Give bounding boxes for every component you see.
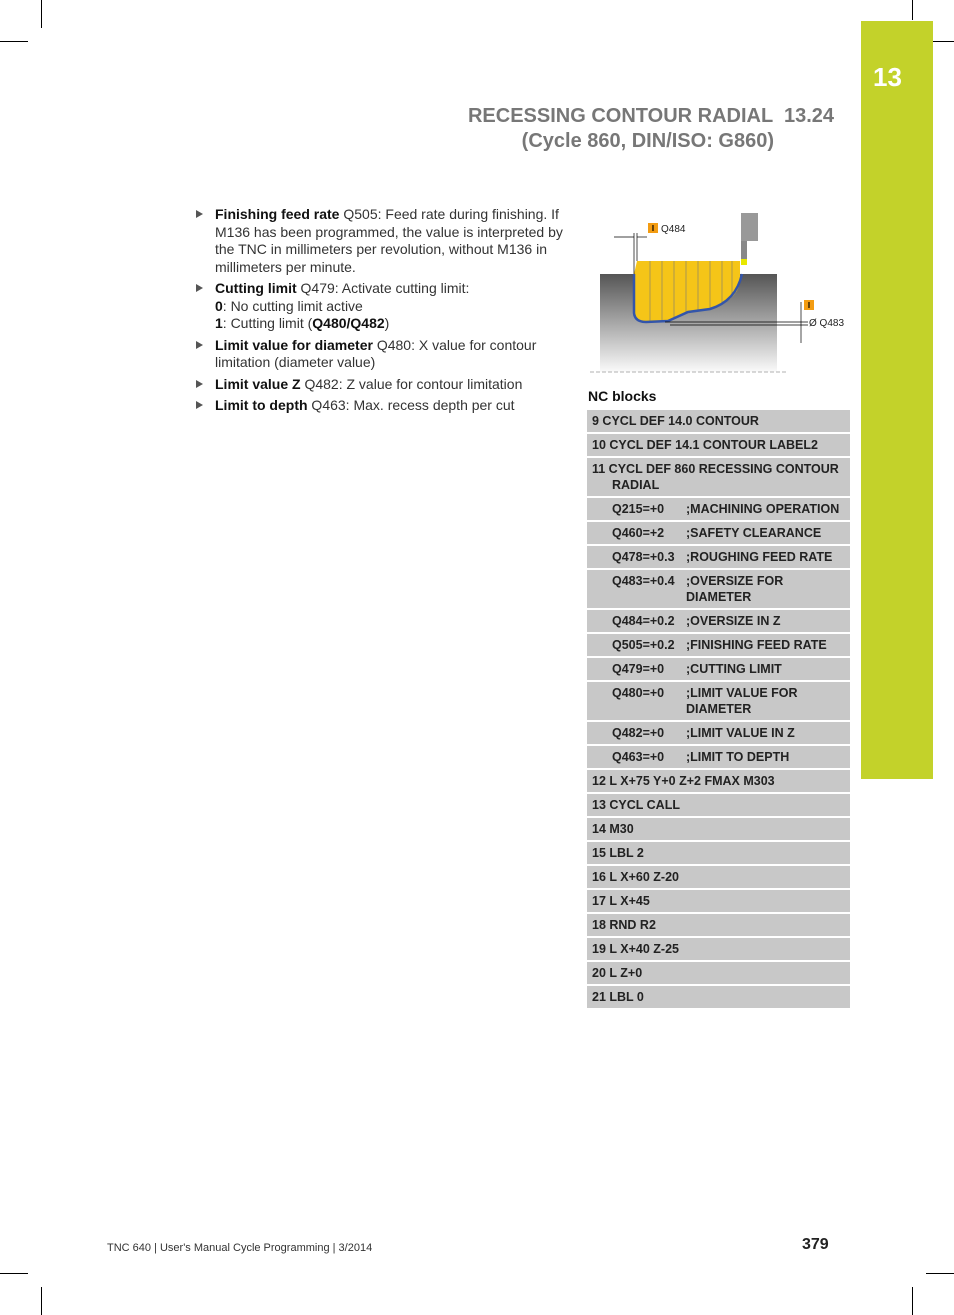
nc-block-row [587,938,850,960]
term: Finishing feed rate [215,206,340,222]
bullet-arrow-icon [196,401,203,409]
title-line-2: (Cycle 860, DIN/ISO: G860) [521,130,774,152]
list-item [196,397,566,415]
nc-comment: ;LIMIT VALUE FOR DIAMETER [686,686,798,716]
nc-block-row [587,866,850,888]
crop-mark [41,0,42,28]
tool [741,241,747,259]
option-text: ) [384,315,390,331]
badge-text: I [807,301,811,310]
nc-block-row [587,962,850,984]
crop-mark [41,1287,42,1315]
nc-comment: ;OVERSIZE FOR DIAMETER [686,574,784,604]
nc-param: Q484=+0.2 [612,614,675,628]
chapter-tab [861,21,933,779]
nc-block-row [587,722,850,744]
nc-comment: ;OVERSIZE IN Z [686,614,781,628]
desc: Q463: Max. recess depth per cut [307,397,515,413]
nc-block-text: 21 LBL 0 [592,990,644,1004]
chapter-number: 13 [873,62,902,92]
nc-block-row [587,842,850,864]
title-line-1: RECESSING CONTOUR RADIAL 13.24 [467,105,834,127]
nc-block-row [587,746,850,768]
nc-block-row [587,610,850,632]
nc-block-row [587,458,850,496]
nc-block-row [587,682,850,720]
nc-block-text: 13 CYCL CALL [592,798,680,812]
term: Limit value Z [215,375,301,392]
option-params: Q480/Q482 [312,315,385,331]
bullet-arrow-icon [196,284,203,292]
bullet-arrow-icon [196,210,203,218]
nc-block-text: 18 RND R2 [592,918,656,932]
desc: Q479: Activate cutting limit: [296,280,470,296]
nc-block-text: RADIAL [612,478,660,492]
nc-block-row [587,986,850,1008]
nc-comment: ;FINISHING FEED RATE [686,638,827,652]
list-item [196,206,566,276]
term: Limit value for diameter [215,336,373,353]
nc-block-text: 15 LBL 2 [592,846,644,860]
page-number: 379 [802,1236,829,1253]
desc: Q480: X value for contour limitation (diameter value) [215,336,537,370]
list-item [196,376,566,394]
q484-label: Q484 [661,224,686,235]
nc-param: Q483=+0.4 [612,574,675,588]
list-item [196,337,566,372]
nc-block-row [587,570,850,608]
nc-param: Q479=+0 [612,662,665,676]
bullet-arrow-icon [196,341,203,349]
tool-insert [741,259,747,265]
nc-comment: ;SAFETY CLEARANCE [686,526,822,540]
term: Limit to depth [215,397,308,413]
nc-param: Q478=+0.3 [612,550,675,564]
nc-comment: ;MACHINING OPERATION [686,502,840,516]
nc-param: Q505=+0.2 [612,638,675,652]
crop-mark [912,1287,913,1315]
q483-label: Ø Q483 [809,318,845,329]
crop-mark [926,1273,954,1274]
nc-param: Q460=+2 [612,526,665,540]
recess-diagram [590,205,860,380]
crop-mark [0,1273,28,1274]
desc: Q505: Feed rate during finishing. If M136 has been programmed, the value is interpreted by the TNC in millimeters per revolution, without M136 in millimeters per minute. [215,206,563,275]
nc-block-text: 9 CYCL DEF 14.0 CONTOUR [592,414,759,428]
nc-param: Q480=+0 [612,686,665,700]
option-text: : Cutting limit ( [222,315,313,331]
nc-block-row [587,794,850,816]
nc-block-row [587,890,850,912]
nc-block-text: 10 CYCL DEF 14.1 CONTOUR LABEL2 [592,438,818,452]
page-title [468,104,834,154]
nc-comment: ;CUTTING LIMIT [686,662,782,676]
bullet-arrow-icon [196,380,203,388]
nc-block-text: 20 L Z+0 [592,966,643,980]
nc-block-text: 14 M30 [592,822,634,836]
nc-block-row [587,498,850,520]
nc-param: Q215=+0 [612,502,665,516]
option-text: : No cutting limit active [222,297,363,314]
nc-block-row [587,634,850,656]
nc-block-row [587,434,850,456]
nc-param: Q463=+0 [612,750,665,764]
nc-block-text: 12 L X+75 Y+0 Z+2 FMAX M303 [592,774,775,788]
nc-blocks-heading: NC blocks [588,388,657,404]
nc-block-row [587,770,850,792]
list-item [196,280,566,333]
crop-mark [0,41,28,42]
term: Cutting limit [215,280,297,296]
badge-text: I [651,224,655,233]
desc: Q482: Z value for contour limitation [300,375,523,392]
nc-block-row [587,410,850,432]
footer-text: TNC 640 | User's Manual Cycle Programming | 3/2014 [107,1242,373,1254]
nc-block-row [587,546,850,568]
tool-holder [741,213,758,241]
option-value: 1 [215,315,223,331]
nc-block-text: 16 L X+60 Z-20 [592,870,679,884]
nc-comment: ;ROUGHING FEED RATE [686,550,833,564]
parameter-list [196,206,566,419]
nc-block-text: 19 L X+40 Z-25 [592,942,679,956]
nc-comment: ;LIMIT VALUE IN Z [686,726,795,740]
option-value: 0 [215,297,223,314]
nc-block-row [587,522,850,544]
nc-param: Q482=+0 [612,726,665,740]
nc-block-text: 17 L X+45 [592,894,650,908]
nc-block-row [587,658,850,680]
nc-block-row [587,818,850,840]
nc-block-row [587,914,850,936]
crop-mark [912,0,913,20]
nc-blocks-table [587,410,850,1010]
nc-block-text: 11 CYCL DEF 860 RECESSING CONTOUR [592,462,839,476]
nc-comment: ;LIMIT TO DEPTH [686,750,790,764]
